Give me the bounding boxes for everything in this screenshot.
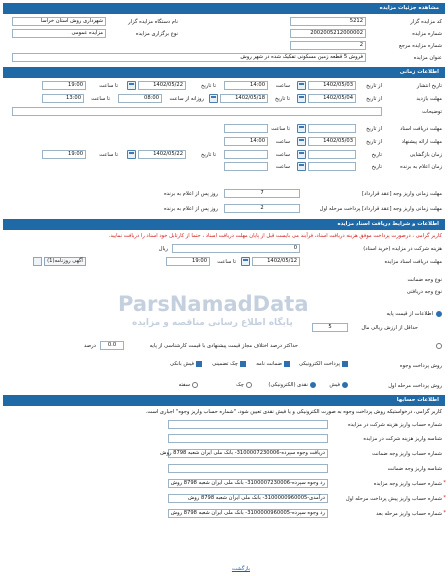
offer-from-hour-label: ساعت <box>275 139 290 145</box>
account-4-label: شناسه واریز وجه ضمانت <box>387 466 442 472</box>
fee-field: 0 <box>172 244 300 253</box>
title-label: عنوان مزایده <box>413 55 442 61</box>
account-2-field <box>168 434 328 443</box>
code-field: 5212 <box>290 17 366 26</box>
contract-label: مهلت زمانی واریز وجه [عقد قرارداد] پرداخت مرحله اول <box>319 206 442 212</box>
max-field: 0.0 <box>100 341 124 350</box>
guarantee-type-label: نوع وجه ضمانت <box>407 277 442 283</box>
electronic-pay-label: نقدی (الکترونیکی) <box>268 382 308 388</box>
newspaper-icon <box>33 257 42 266</box>
account-5-label: شماره حساب واریز وجه مزایده <box>373 481 442 487</box>
electronic-label: پرداخت الکترونیکی <box>298 361 340 367</box>
guarantee-label: ضمانت نامه <box>256 361 282 367</box>
electronic-pay-radio[interactable] <box>310 382 316 388</box>
publish-to-label: تا تاریخ <box>201 83 216 89</box>
saftah-radio[interactable] <box>192 382 198 388</box>
required-mark: * <box>443 480 446 486</box>
section-header-details: مشاهده جزئیات مزایده <box>3 3 445 14</box>
account-3-field: دریافت وجوه سپرده-3100007230006- بانک ملی ایران شعبه 8798 روش <box>168 449 328 458</box>
section-header-docs: اطلاعات و شرایط دریافت اسناد مزایده <box>3 219 445 230</box>
open-date-label: تاریخ <box>371 152 382 158</box>
announce-label: زمان اعلام به برنده <box>400 164 442 170</box>
code-label: کد مزایده گزار <box>410 19 442 25</box>
ref-label: شماره مزایده مرجع <box>398 43 442 49</box>
check-pay-radio[interactable] <box>246 382 252 388</box>
visit-to-label: تا تاریخ <box>275 96 290 102</box>
calendar-icon[interactable] <box>297 137 306 146</box>
docs-from-field <box>308 124 356 133</box>
newspaper-ad-button[interactable]: آگهی روزنامه(1) <box>44 257 86 266</box>
fish-label: فیش <box>329 382 340 388</box>
max-diff-radio[interactable] <box>436 343 442 349</box>
account-6-field: درآمدی-3100000960005- بانک ملی ایران شعبه 8798 روش <box>168 494 328 503</box>
min-label: حداقل از ارزش ریالی مال <box>361 325 418 331</box>
account-1-label: شماره حساب واریز هزینه شرکت در مزایده <box>347 422 442 428</box>
watermark-text: ParsNamadData <box>118 292 309 316</box>
bank-receipt-checkbox[interactable] <box>196 361 202 367</box>
deadline-date-field: 1402/05/12 <box>252 257 300 266</box>
contract-unit: روز پس از اعلام به برنده <box>163 206 218 212</box>
account-7-label: شماره حساب واریز مرحله بعد <box>376 511 442 517</box>
account-6-label: شماره حساب واریز پیش پرداخت مرحله اول <box>345 496 442 502</box>
guarantee-kind-label: نوع وجه دریافتی <box>406 289 442 295</box>
deadline-hour-field: 19:00 <box>166 257 210 266</box>
docs-from-label: از تاریخ <box>366 126 382 132</box>
offer-from-hour-field: 14:00 <box>224 137 268 146</box>
title-field: فروش 5 قطعه زمین مسکونی تفکیک شده در شهر روش <box>12 53 366 62</box>
calendar-icon[interactable] <box>209 94 218 103</box>
publish-from-hour-label: ساعت <box>275 83 290 89</box>
refund-unit: روز پس از اعلام به برنده <box>163 191 218 197</box>
desc-field <box>12 107 382 116</box>
percent-label: درصد <box>84 343 96 349</box>
announce-hour-label: ساعت <box>275 164 290 170</box>
announce-date-label: تاریخ <box>371 164 382 170</box>
base-price-radio[interactable] <box>436 311 442 317</box>
check-pay-label: چک <box>236 382 244 388</box>
visit-from-label: از تاریخ <box>366 96 382 102</box>
offer-from-label: از تاریخ <box>366 139 382 145</box>
saftah-label: سفته <box>178 382 190 388</box>
type-field: مزایده عمومی <box>12 29 106 38</box>
calendar-icon[interactable] <box>127 150 136 159</box>
visit-time-label: روزانه از ساعت <box>169 96 204 102</box>
offer-from-field: 1402/05/03 <box>308 137 356 146</box>
check-label: چک تضمینی <box>212 361 238 367</box>
fish-radio[interactable] <box>342 382 348 388</box>
check-checkbox[interactable] <box>240 361 246 367</box>
visit-to-field: 1402/05/18 <box>220 94 268 103</box>
open-hour-field <box>224 150 268 159</box>
offer-to-field: 1402/05/22 <box>138 150 186 159</box>
account-4-field <box>168 464 328 473</box>
publish-to-field: 1402/05/22 <box>138 81 186 90</box>
docs-to-hour-label: تا ساعت <box>271 126 290 132</box>
offer-to-hour-label: تا ساعت <box>99 152 118 158</box>
open-label: زمان بازگشایی <box>409 152 442 158</box>
calendar-icon[interactable] <box>127 81 136 90</box>
publish-from-field: 1402/05/03 <box>308 81 356 90</box>
account-1-field <box>168 420 328 429</box>
deadline-label: مهلت دریافت اسناد مزایده <box>384 259 442 265</box>
number-field: 2002005212000002 <box>290 29 366 38</box>
min-field: 5 <box>312 323 348 332</box>
deadline-to-label: تا ساعت <box>217 259 236 265</box>
docs-deadline-label: مهلت دریافت اسناد <box>400 126 442 132</box>
section-header-time: اطلاعات زمانی <box>3 67 445 78</box>
visit-to-hour-label: تا ساعت <box>91 96 110 102</box>
refund-label: مهلت زمانی واریز وجه [عقد قرارداد] <box>362 191 442 197</box>
calendar-icon[interactable] <box>297 162 306 171</box>
publish-from-label: از تاریخ <box>366 83 382 89</box>
contract-field: 2 <box>224 204 300 213</box>
desc-label: توضیحات <box>422 109 442 115</box>
guarantee-checkbox[interactable] <box>284 361 290 367</box>
visit-to-hour-field: 13:00 <box>42 94 84 103</box>
publish-to-hour-label: تا ساعت <box>99 83 118 89</box>
calendar-icon[interactable] <box>297 94 306 103</box>
publish-label: تاریخ انتشار <box>416 83 442 89</box>
visit-from-field: 1402/05/04 <box>308 94 356 103</box>
visit-label: مهلت بازدید <box>416 96 442 102</box>
calendar-icon[interactable] <box>241 257 250 266</box>
fee-label: هزینه شرکت در مزایده (خرید اسناد) <box>363 246 442 252</box>
ref-field: 2 <box>290 41 366 50</box>
max-label: حداکثر درصد اختلاف مجاز قیمت پیشنهادی با قیمت کارشناسی از پایه <box>149 343 298 349</box>
back-link[interactable]: بازگشت <box>231 566 250 572</box>
accounts-notice: کاربر گرامی، درخواستیکه روش پرداخت وجوه به صورت الکترونیکی و یا فیش نقدی تعیین شود، "شماره حساب واریز وجوه" اجباری است. <box>145 409 442 415</box>
section-header-accounts: اطلاعات حسابها <box>3 395 445 406</box>
org-field: شهرداری روش استان خراسا <box>12 17 106 26</box>
type-label: نوع برگزاری مزایده <box>135 31 178 37</box>
pay-label: روش پرداخت مرحله اول <box>388 383 442 389</box>
visit-from-hour-field: 08:00 <box>118 94 162 103</box>
offer-label: مهلت ارائه پیشنهاد <box>401 139 442 145</box>
offer-to-hour-field: 19:00 <box>42 150 86 159</box>
calendar-icon[interactable] <box>297 150 306 159</box>
publish-to-hour-field: 19:00 <box>42 81 86 90</box>
watermark-subtext: پایگاه اطلاع رسانی مناقصه و مزایده <box>132 318 293 328</box>
account-7-field: رد وجوه سپرده-3100000960005- بانک ملی ایران شعبه 8798 روش <box>168 509 328 518</box>
publish-from-hour-field: 14:00 <box>224 81 268 90</box>
docs-notice: کاربر گرامی ، درصورت پرداخت موفق هزینه دریافت اسناد، فرآیند می بایست قبل از پایان مهلت دریافت اسناد ، حتما از کارتابل خود اسناد را دریافت نمایید. <box>108 233 442 239</box>
refund-field: 7 <box>224 189 300 198</box>
account-3-label: شماره حساب واریز وجه ضمانت <box>372 451 442 457</box>
number-label: شماره مزایده <box>412 31 442 37</box>
account-5-field: رد وجوه سپرده-3100007230006- بانک ملی ایران شعبه 8798 روش <box>168 479 328 488</box>
required-mark: * <box>443 510 446 516</box>
fee-unit: ریال <box>158 246 168 252</box>
methods-label: روش پرداخت وجوه <box>399 363 442 369</box>
announce-hour-field <box>224 162 268 171</box>
offer-to-label: تا تاریخ <box>201 152 216 158</box>
calendar-icon[interactable] <box>297 124 306 133</box>
required-mark: * <box>443 495 446 501</box>
docs-to-hour-field <box>224 124 268 133</box>
announce-date-field <box>308 162 356 171</box>
open-hour-label: ساعت <box>275 152 290 158</box>
base-price-label: اطلاعات از قیمت پایه <box>386 311 433 317</box>
open-date-field <box>308 150 356 159</box>
electronic-checkbox[interactable] <box>342 361 348 367</box>
org-label: نام دستگاه مزایده گزار <box>128 19 178 25</box>
bank-receipt-label: فیش بانکی <box>170 361 194 367</box>
calendar-icon[interactable] <box>297 81 306 90</box>
account-2-label: شناسه واریز هزینه شرکت در مزایده <box>363 436 442 442</box>
